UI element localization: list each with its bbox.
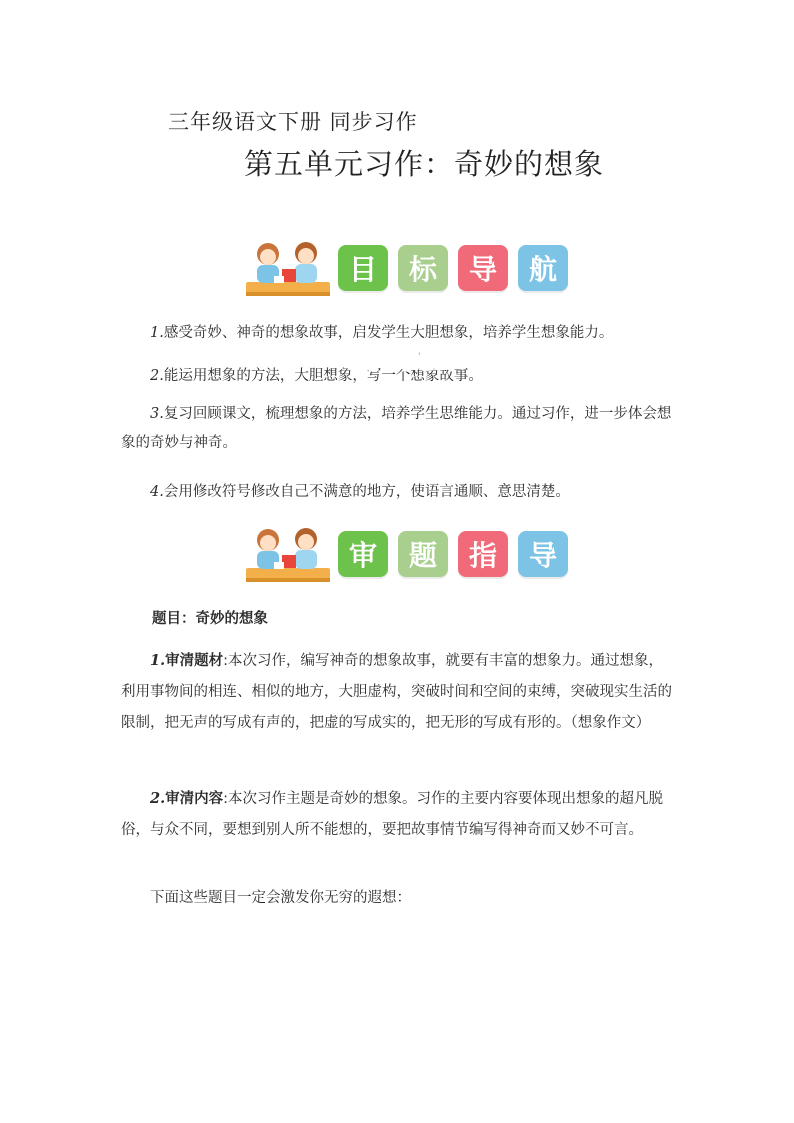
students-reading-illustration: [244, 238, 332, 298]
tile-row-goals: [338, 245, 568, 291]
watermark-text: 奇妙的想象: [335, 345, 466, 374]
tile-shen: 审: [338, 531, 388, 577]
tile-ti: 题: [398, 531, 448, 577]
students-reading-illustration: [244, 524, 332, 584]
goal-item-2: 2.能运用想象的方法，大胆想象，写一个想象故事。: [150, 368, 483, 384]
tile-hang: 航: [518, 245, 568, 291]
doc-subtitle: 三年级语文下册 同步习作: [168, 110, 418, 134]
tile-zhi: 指: [458, 531, 508, 577]
tile-dao2: 导: [518, 531, 568, 577]
topic-line: 题目：奇妙的想象: [152, 611, 268, 627]
guide-paragraph-3: 下面这些题目一定会激发你无穷的遐想：: [150, 890, 411, 906]
goal-item-4: 4.会用修改符号修改自己不满意的地方，使语言通顺、意思清楚。: [150, 484, 570, 500]
guide-paragraph-2: 2.审清内容:本次习作主题是奇妙的想象。习作的主要内容要体现出想象的超凡脱俗，与众不同，要想到别人所不能想的，要把故事情节编写得神奇而又妙不可言。: [121, 790, 664, 838]
goal-item-1: 1.感受奇妙、神奇的想象故事，启发学生大胆想象，培养学生想象能力。: [150, 325, 614, 341]
doc-title: 第五单元习作：奇妙的想象: [244, 147, 605, 181]
tile-mu: 目: [338, 245, 388, 291]
tile-biao: 标: [398, 245, 448, 291]
tile-row-guide: [338, 531, 568, 577]
tile-dao: 导: [458, 245, 508, 291]
goal-item-3: 3.复习回顾课文，梳理想象的方法，培养学生思维能力。通过习作，进一步体会想象的奇妙与神奇。: [121, 406, 672, 451]
guide-paragraph-1: 1.审清题材:本次习作，编写神奇的想象故事，就要有丰富的想象力。通过想象，利用事物间的相连、相似的地方，大胆虚构，突破时间和空间的束缚，突破现实生活的限制，把无声的写成有声的，把虚的写成实的，把无形的写成有形的。（想象作文）: [121, 652, 672, 731]
